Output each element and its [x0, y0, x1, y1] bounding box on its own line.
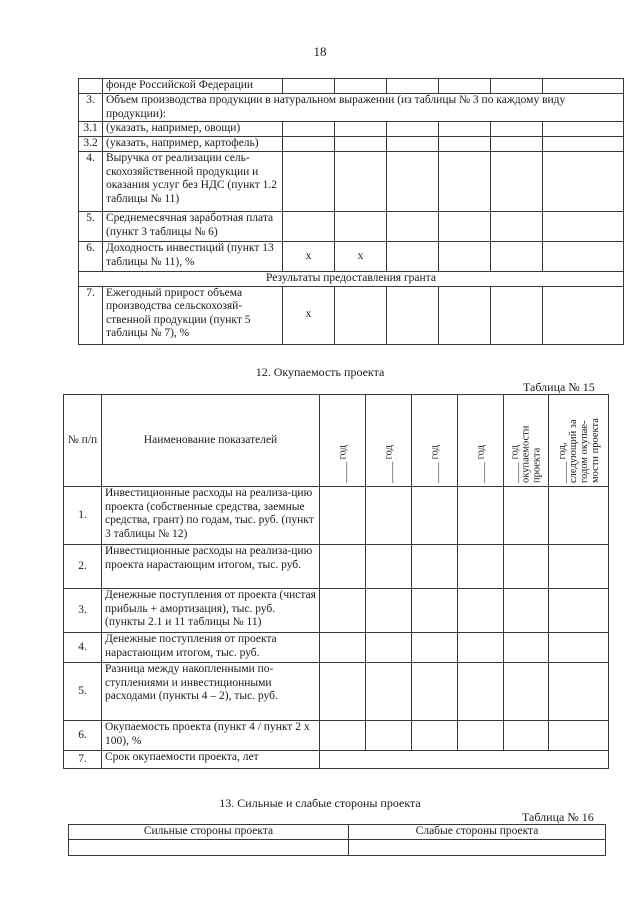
header-year: ____ год: [429, 445, 440, 483]
table-row: [64, 663, 609, 721]
page-number: 18: [313, 44, 327, 59]
cross-mark: x: [283, 242, 335, 272]
row-label: Среднемесячная заработная плата (пункт 3 таблицы № 6): [103, 212, 283, 242]
row-number: 3.: [79, 94, 103, 122]
table-row: [79, 272, 624, 287]
table-header-row: [69, 825, 606, 840]
table-row: [79, 79, 624, 94]
header-strengths: Сильные стороны проекта: [69, 825, 349, 840]
row-label: Срок окупаемости проекта, лет: [102, 751, 320, 769]
row-label: Выручка от реализации сель-скохозяйственной продукции и оказания услуг без НДС (пункт 1.2 таблицы № 11): [103, 152, 283, 212]
table-row: [79, 286, 624, 344]
row-label: Денежные поступления от проекта нарастающим итогом, тыс. руб.: [102, 633, 320, 663]
row-number: 5.: [79, 212, 103, 242]
row-label: Доходность инвестиций (пункт 13 таблицы № 11), %: [103, 242, 283, 272]
header-name: Наименование показателей: [102, 395, 320, 487]
row-label: фонде Российской Федерации: [103, 79, 283, 94]
header-next-year: ____ год, следующий за годом окупае-мости проекта: [556, 418, 601, 483]
table-row: [64, 487, 609, 545]
header-year: ____ год: [383, 445, 394, 483]
table-row: [64, 589, 609, 633]
row-number: 4.: [64, 633, 102, 663]
table-continuation: [78, 78, 624, 345]
row-number: 3.1: [79, 122, 103, 137]
cross-mark: x: [335, 242, 387, 272]
table-row: [79, 94, 624, 122]
row-label: Ежегодный прирост объема производства сельскохозяй-ственной продукции (пункт 5 таблицы № 7), %: [103, 286, 283, 344]
header-num: № п/п: [64, 395, 102, 487]
row-label: Окупаемость проекта (пункт 4 / пункт 2 х 100), %: [102, 721, 320, 751]
row-number: 6.: [79, 242, 103, 272]
section-13-title: 13. Сильные и слабые стороны проекта: [219, 796, 421, 810]
table-row: [79, 212, 624, 242]
table-row: [64, 633, 609, 663]
header-payback-year: ____ год окупаемости проекта: [509, 425, 543, 483]
row-number: 7.: [79, 286, 103, 344]
table-16-strengths-weaknesses: [68, 824, 606, 856]
table-row: [79, 122, 624, 137]
row-label: Объем производства продукции в натуральном выражении (из таблицы № 3 по каждому виду продукции):: [103, 94, 624, 122]
row-label: Разница между накопленными по-ступлениями и инвестиционными расходами (пункты 4 – 2), тыс. руб.: [102, 663, 320, 721]
table-row: [79, 137, 624, 152]
row-label: Денежные поступления от проекта (чистая прибыль + амортизация), тыс. руб. (пункты 2.1 и 11 таблицы № 11): [102, 589, 320, 633]
row-number: 6.: [64, 721, 102, 751]
row-number: 4.: [79, 152, 103, 212]
table-row: [64, 545, 609, 589]
row-label: (указать, например, овощи): [103, 122, 283, 137]
row-number: [79, 79, 103, 94]
table-row: [69, 839, 606, 855]
row-number: 1.: [64, 487, 102, 545]
row-number: 3.2: [79, 137, 103, 152]
table-row: [79, 242, 624, 272]
row-number: 3.: [64, 589, 102, 633]
table-header-row: [64, 395, 609, 487]
section-row-grant-results: Результаты предоставления гранта: [79, 272, 624, 287]
header-weaknesses: Слабые стороны проекта: [349, 825, 606, 840]
row-label: Инвестиционные расходы на реализа-цию проекта нарастающим итогом, тыс. руб.: [102, 545, 320, 589]
row-label: (указать, например, картофель): [103, 137, 283, 152]
table-row: [64, 751, 609, 769]
table-15-payback: [63, 394, 609, 769]
header-year: ____ год: [475, 445, 486, 483]
row-number: 5.: [64, 663, 102, 721]
header-year: ____ год: [337, 445, 348, 483]
row-label: Инвестиционные расходы на реализа-цию проекта (собственные средства, заемные средства, грант) по годам, тыс. руб. (пункт 3 таблицы № 12): [102, 487, 320, 545]
row-number: 2.: [64, 545, 102, 589]
cross-mark: x: [283, 286, 335, 344]
table-row: [64, 721, 609, 751]
row-number: 7.: [64, 751, 102, 769]
table-15-caption: Таблица № 15: [523, 380, 595, 394]
table-row: [79, 152, 624, 212]
table-16-caption: Таблица № 16: [522, 810, 594, 824]
section-12-title: 12. Окупаемость проекта: [255, 365, 385, 379]
